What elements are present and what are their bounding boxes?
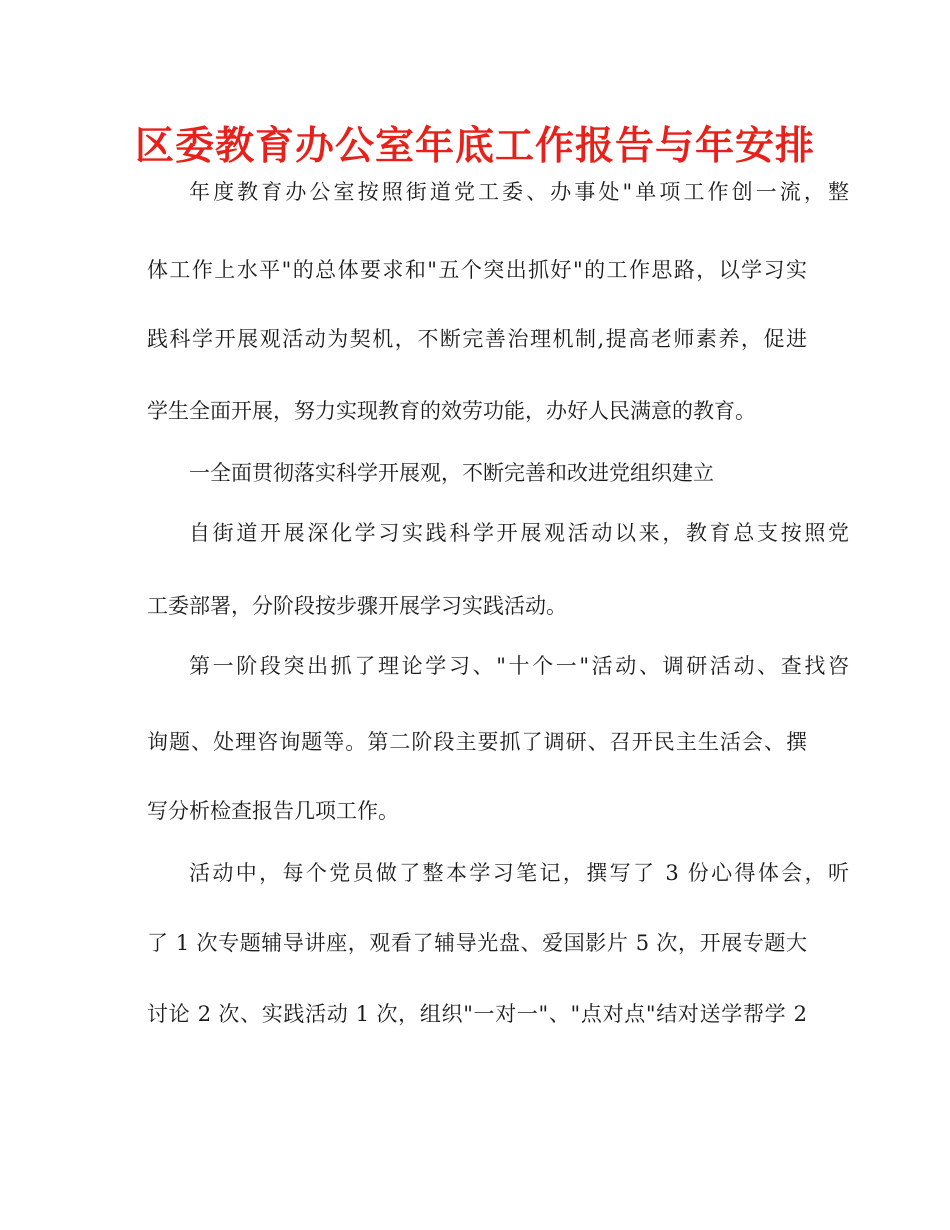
paragraph-line: 自街道开展深化学习实践科学开展观活动以来，教育总支按照党 (189, 521, 849, 545)
paragraph-line: 工委部署，分阶段按步骤开展学习实践活动。 (147, 594, 567, 618)
paragraph-line: 体工作上水平"的总体要求和"五个突出抓好"的工作思路，以学习实 (147, 258, 807, 282)
paragraph-line: 学生全面开展，努力实现教育的效劳功能，办好人民满意的教育。 (147, 399, 756, 423)
paragraph-line: 活动中，每个党员做了整本学习笔记，撰写了 3 份心得体会，听 (189, 861, 849, 885)
paragraph-line: 讨论 2 次、实践活动 1 次，组织"一对一"、"点对点"结对送学帮学 2 (147, 1002, 807, 1026)
section-heading: 一全面贯彻落实科学开展观，不断完善和改进党组织建立 (189, 461, 714, 485)
document-title: 区委教育办公室年底工作报告与年安排 (134, 124, 815, 169)
paragraph-line: 写分析检查报告几项工作。 (147, 799, 399, 823)
paragraph-line: 第一阶段突出抓了理论学习、"十个一"活动、调研活动、查找咨 (189, 654, 849, 678)
paragraph-line: 了 1 次专题辅导讲座，观看了辅导光盘、爱国影片 5 次，开展专题大 (147, 931, 807, 955)
paragraph-line: 询题、处理咨询题等。第二阶段主要抓了调研、召开民主生活会、撰 (147, 730, 807, 754)
paragraph-line: 践科学开展观活动为契机，不断完善治理机制,提高老师素养，促进 (147, 327, 807, 351)
paragraph-line: 年度教育办公室按照街道党工委、办事处"单项工作创一流，整 (189, 180, 849, 204)
